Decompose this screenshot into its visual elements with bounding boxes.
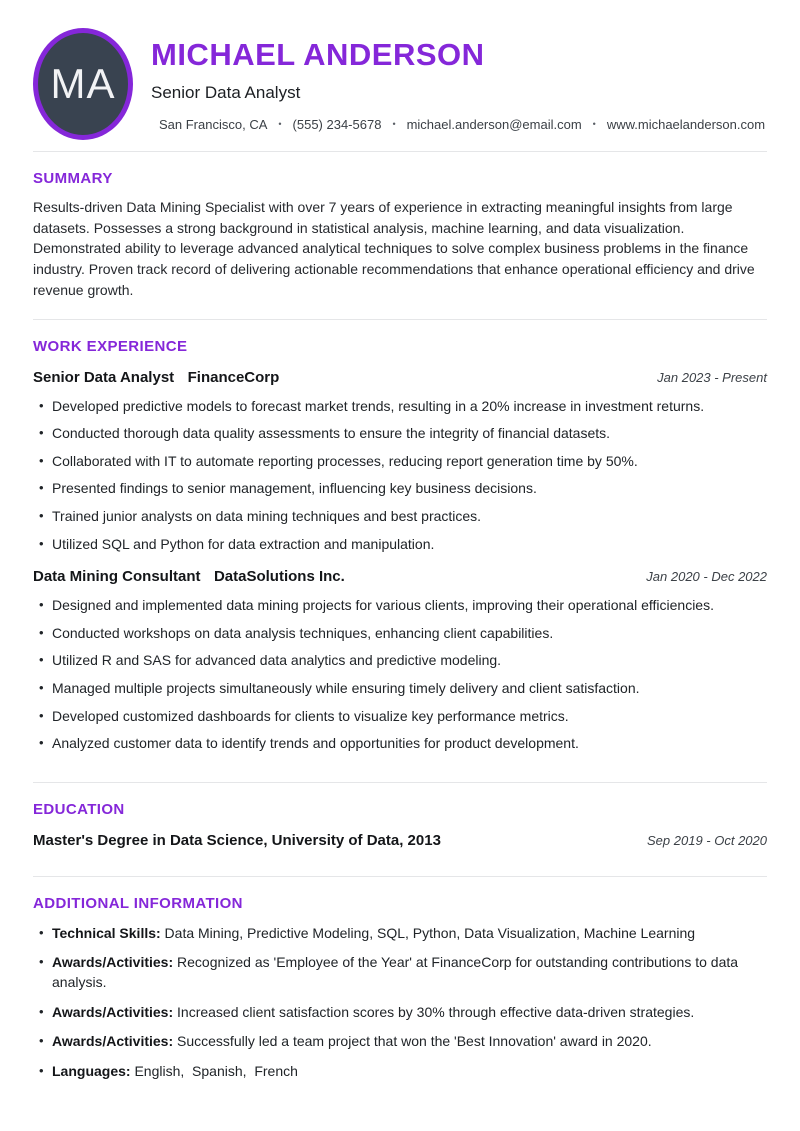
contact-email: michael.anderson@email.com <box>406 116 582 132</box>
contact-line <box>159 117 765 132</box>
job-bullet: • Conducted thorough data quality assessments to ensure the integrity of financial datasets. <box>33 424 767 444</box>
section-divider <box>33 319 767 320</box>
section-divider <box>33 782 767 783</box>
summary-text: Results-driven Data Mining Specialist with over 7 years of experience in extracting meaningful insights from large datasets. Possesses a strong background in statistical analysis, machine learning, and data visualization. Demonstrated ability to leverage advanced analytical techniques to solve complex business problems in the finance industry. Proven track record of delivering actionable recommendations that enhance operational efficiency and drive revenue growth. <box>33 199 755 298</box>
job-company: DataSolutions Inc. <box>213 568 345 586</box>
item-label: Awards/Activities: <box>52 1033 174 1050</box>
contact-phone: (555) 234-5678 <box>292 116 382 132</box>
item-label: Technical Skills: <box>52 924 161 941</box>
additional-info-item <box>33 924 767 944</box>
bullet-separator-icon: • <box>392 119 396 130</box>
bullet-separator-icon: • <box>592 119 596 130</box>
section-work-experience <box>33 338 767 754</box>
job-entry-head <box>33 369 767 387</box>
additional-info-item <box>33 1003 767 1023</box>
job-entry <box>33 568 767 754</box>
job-bullet: • Utilized R and SAS for advanced data analytics and predictive modeling. <box>33 651 767 671</box>
education-entry <box>33 832 767 849</box>
education-heading: EDUCATION <box>33 800 125 818</box>
job-bullet: • Presented findings to senior management, influencing key business decisions. <box>33 479 767 499</box>
job-company: FinanceCorp <box>187 368 280 386</box>
item-text: English, Spanish, French <box>130 1062 298 1079</box>
job-role: Senior Data Analyst <box>33 368 175 386</box>
additional-info-item <box>33 1032 767 1052</box>
header-text <box>151 36 765 131</box>
job-bullet: • Analyzed customer data to identify trends and opportunities for product development. <box>33 734 767 754</box>
education-dates: Sep 2019 - Oct 2020 <box>647 832 767 848</box>
additional-information-heading: ADDITIONAL INFORMATION <box>33 894 243 912</box>
education-degree: Master's Degree in Data Science, University of Data, 2013 <box>33 831 441 849</box>
item-label: Languages: <box>52 1062 131 1079</box>
job-bullet: • Managed multiple projects simultaneously while ensuring timely delivery and client satisfaction. <box>33 679 767 699</box>
item-text: Successfully led a team project that won the 'Best Innovation' award in 2020. <box>173 1033 652 1050</box>
item-label: Awards/Activities: <box>52 954 174 971</box>
job-dates: Jan 2023 - Present <box>657 369 767 385</box>
person-name: MICHAEL ANDERSON <box>151 37 485 73</box>
additional-info-item <box>33 953 767 992</box>
section-additional-information <box>33 895 767 1082</box>
job-bullet: • Designed and implemented data mining projects for various clients, improving their operational efficiencies. <box>33 596 767 616</box>
item-text: Data Mining, Predictive Modeling, SQL, Python, Data Visualization, Machine Learning <box>160 924 696 941</box>
person-job-title: Senior Data Analyst <box>151 82 301 102</box>
job-bullet-list <box>33 397 767 555</box>
item-label: Awards/Activities: <box>52 1003 174 1020</box>
section-divider <box>33 876 767 877</box>
avatar <box>33 28 133 140</box>
section-divider <box>33 151 767 152</box>
job-bullet: • Conducted workshops on data analysis techniques, enhancing client capabilities. <box>33 624 767 644</box>
contact-location: San Francisco, CA <box>159 116 268 132</box>
item-text: Recognized as 'Employee of the Year' at FinanceCorp for outstanding contributions to data analysis. <box>52 954 742 990</box>
job-role: Data Mining Consultant <box>33 568 201 586</box>
job-bullet-list <box>33 596 767 754</box>
contact-website: www.michaelanderson.com <box>606 116 766 132</box>
work-experience-heading: WORK EXPERIENCE <box>33 337 188 355</box>
avatar-initials: MA <box>50 60 116 107</box>
section-education <box>33 801 767 849</box>
item-text: Increased client satisfaction scores by 30% through effective data-driven strategies. <box>173 1003 695 1020</box>
job-entry-title <box>33 369 279 387</box>
section-summary <box>33 170 767 301</box>
job-entry-title <box>33 568 345 586</box>
summary-heading: SUMMARY <box>33 170 113 187</box>
job-dates: Jan 2020 - Dec 2022 <box>646 569 767 585</box>
job-bullet: • Developed predictive models to forecast market trends, resulting in a 20% increase in investment returns. <box>33 397 767 417</box>
bullet-separator-icon: • <box>278 119 282 130</box>
job-bullet: • Developed customized dashboards for clients to visualize key performance metrics. <box>33 707 767 727</box>
resume-header <box>33 28 767 140</box>
additional-info-item <box>33 1062 767 1082</box>
job-entry-head <box>33 568 767 586</box>
job-bullet: • Collaborated with IT to automate reporting processes, reducing report generation time by 50%. <box>33 452 767 472</box>
job-bullet: • Utilized SQL and Python for data extraction and manipulation. <box>33 535 767 555</box>
job-entry <box>33 369 767 555</box>
additional-info-list <box>33 924 767 1082</box>
job-bullet: • Trained junior analysts on data mining techniques and best practices. <box>33 507 767 527</box>
